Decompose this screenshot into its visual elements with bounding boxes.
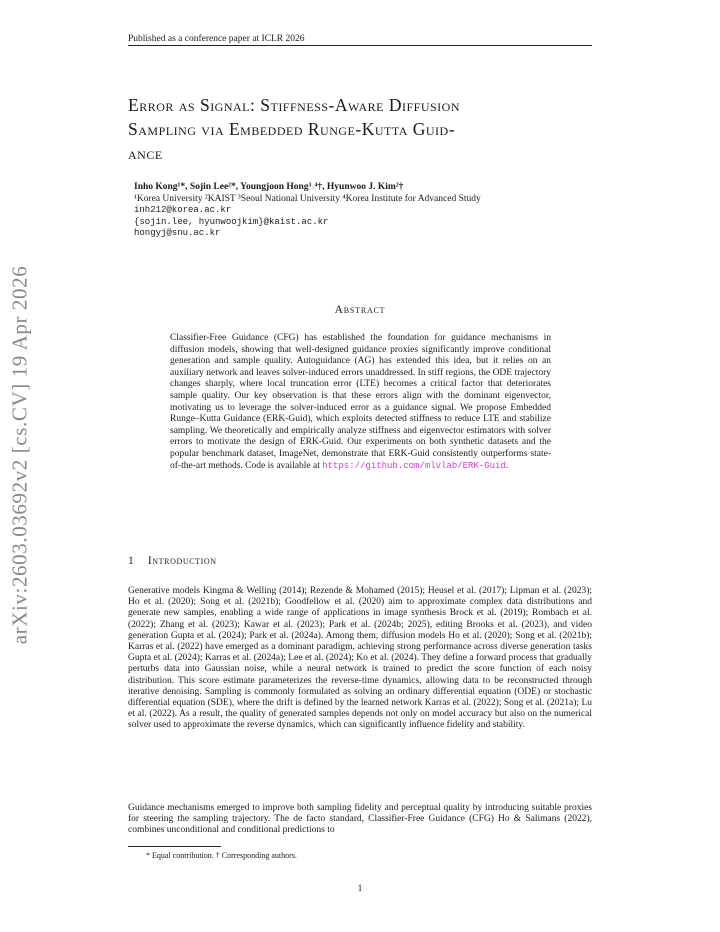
arxiv-stamp-text: arXiv:2603.03692v2 [cs.CV] 19 Apr 2026 [7, 265, 32, 645]
title-line-3: ance [128, 143, 163, 163]
section-heading [128, 555, 217, 567]
author-email-1: inh212@korea.ac.kr [134, 205, 232, 215]
abstract-end: . [505, 460, 509, 471]
section-title: Introduction [147, 555, 217, 567]
intro-paragraph-2: Guidance mechanisms emerged to improve both sampling fidelity and perceptual quality by introducing suitable proxies for steering the sampling trajectory. The de facto standard, Classifier-Free Guidance (CFG) Ho & Salimans (2022), combines unconditional and conditional predictions to [128, 803, 592, 836]
title-line-1: Error as Signal: Stiffness-Aware Diffusion [128, 95, 460, 115]
header-rule [128, 45, 592, 46]
author-affiliations: ¹Korea University ²KAIST ³Seoul National University ⁴Korea Institute for Advanced Study [134, 193, 481, 204]
running-header: Published as a conference paper at ICLR 2026 [128, 34, 305, 44]
intro-paragraph-1: Generative models Kingma & Welling (2014); Rezende & Mohamed (2015); Heusel et al. (2017); Lipman et al. (2023); Ho et al. (2020); Song et al. (2021b); Goodfellow et al. (2020) aim to approximate complex data distributions and generate new samples, enabling a wide range of applications in image synthesis Brock et al. (2019); Rombach et al. (2022); Zhang et al. (2023); Kawar et al. (2023); Park et al. (2024b; 2025), editing Brooks et al. (2023), and video generation Gupta et al. (2024); Park et al. (2024a). Among them, diffusion models Ho et al. (2020); Song et al. (2021b); Karras et al. (2022) have emerged as a dominant paradigm, achieving strong performance across diverse generation tasks Gupta et al. (2024); Karras et al. (2024a); Lee et al. (2024); Ko et al. (2024). They define a forward process that gradually perturbs data into Gaussian noise, while a neural network is trained to predict the score function of each noisy distribution. This score estimate parameterizes the reverse-time dynamics, allowing data to be reconstructed through iterative denoising. Sampling is commonly formulated as solving an ordinary differential equation (ODE) or stochastic differential equation (SDE), where the drift is defined by the learned network Karras et al. (2022); Song et al. (2021a); Lu et al. (2022). As a result, the quality of generated samples depends not only on model accuracy but also on the numerical solver used to approximate the reverse dynamics, which can significantly influence fidelity and stability. [128, 586, 592, 731]
author-names: Inho Kong¹*, Sojin Lee²*, Youngjoon Hong³˒⁴†, Hyunwoo J. Kim²† [134, 182, 404, 192]
code-link[interactable]: https://github.com/mlvlab/ERK-Guid [322, 460, 506, 471]
abstract-text: Classifier-Free Guidance (CFG) has established the foundation for guidance mechanisms in diffusion models, showing that well-designed guidance proxies significantly improve conditional generation and sample quality. Autoguidance (AG) has extended this idea, but it relies on an auxiliary network and leaves solver-induced errors unaddressed. In stiff regions, the ODE trajectory changes sharply, where local truncation error (LTE) becomes a critical factor that deteriorates sample quality. Our key observation is that these errors align with the dominant eigenvector, motivating us to leverage the solver-induced error as a guidance signal. We propose Embedded Runge–Kutta Guidance (ERK-Guid), which exploits detected stiffness to reduce LTE and stabilize sampling. We theoretically and empirically analyze stiffness and eigenvector estimators with solver errors to motivate the design of ERK-Guid. Our experiments on both synthetic datasets and the popular benchmark dataset, ImageNet, demonstrate that ERK-Guid consistently outperforms state-of-the-art methods. Code is available at [170, 333, 551, 471]
section-number: 1 [128, 555, 135, 567]
abstract-heading: Abstract [334, 304, 386, 316]
title-line-2: Sampling via Embedded Runge-Kutta Guid- [128, 119, 456, 139]
author-block [134, 182, 481, 240]
page-number: 1 [357, 884, 363, 894]
abstract-body [170, 333, 551, 472]
paper-title [128, 93, 598, 165]
footnote: * Equal contribution. † Corresponding authors. [146, 851, 297, 860]
footnote-rule [128, 846, 221, 847]
author-email-2: {sojin.lee, hyunwoojkim}@kaist.ac.kr [134, 216, 329, 227]
author-email-3: hongyj@snu.ac.kr [134, 228, 221, 238]
